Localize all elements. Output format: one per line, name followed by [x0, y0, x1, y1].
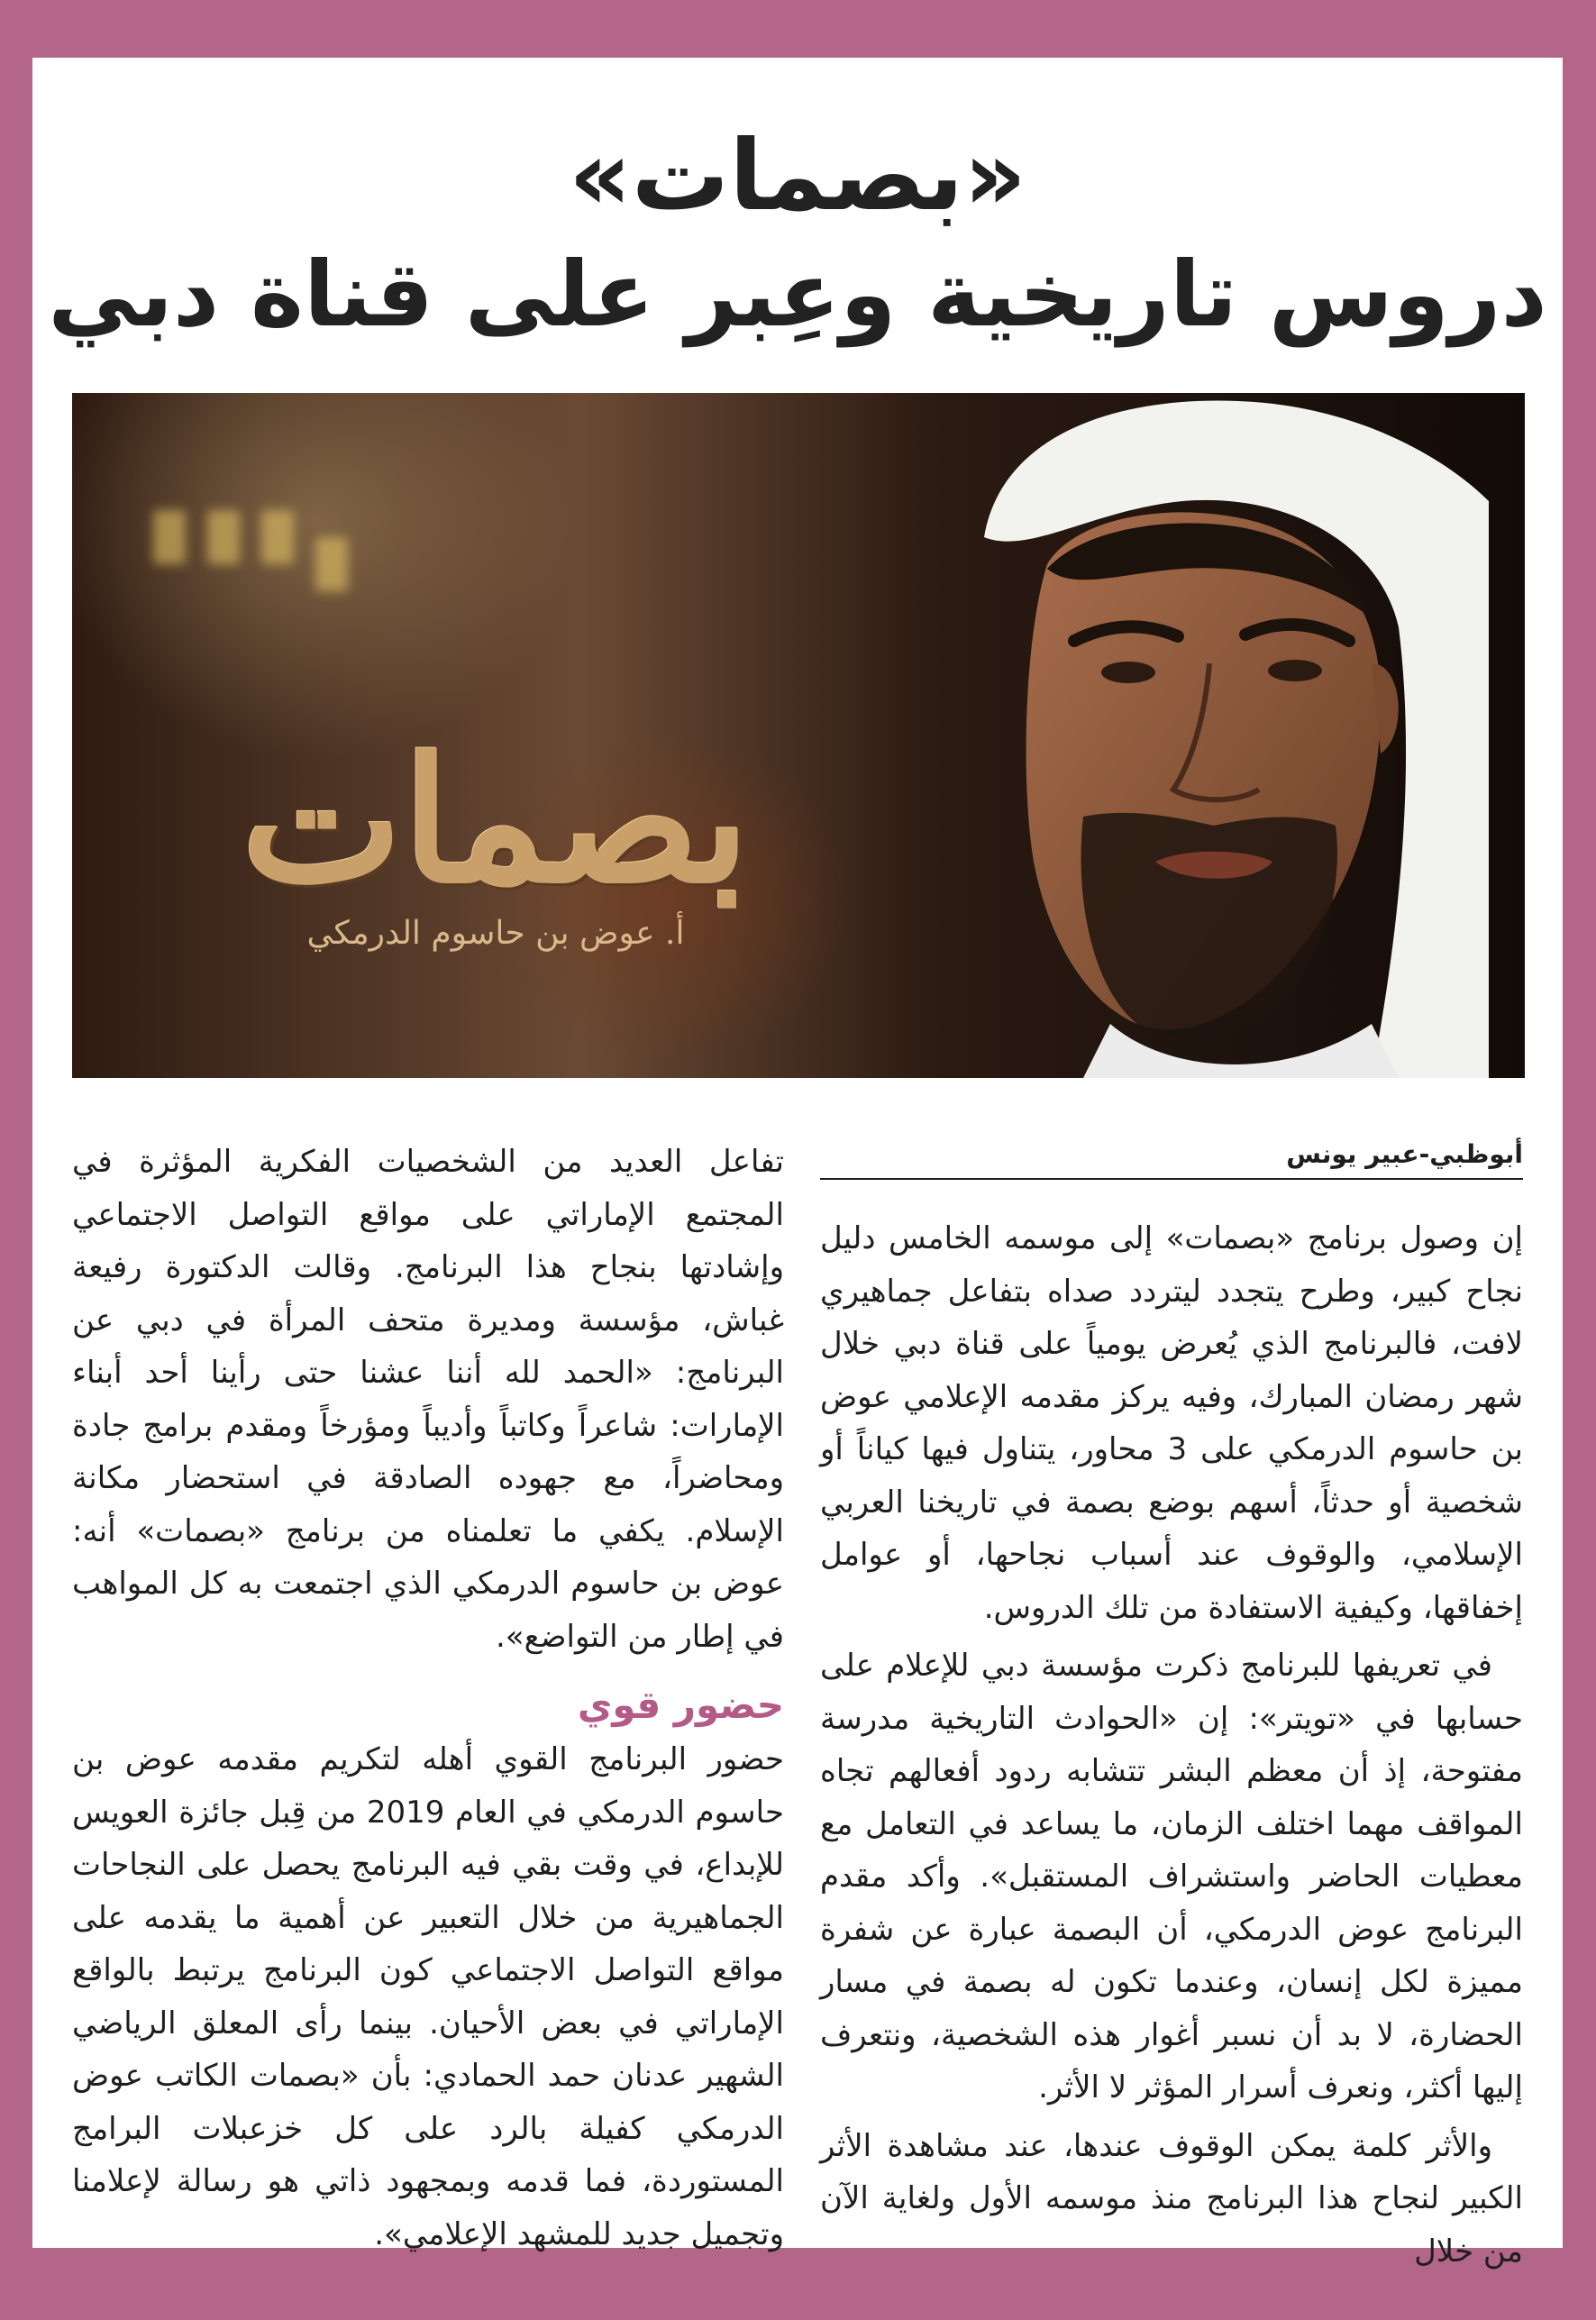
- article-paragraph: إن وصول برنامج «بصمات» إلى موسمه الخامس دليل نجاح كبير، وطرح يتجدد ليتردد صداه بتفاعل جماهيري لافت، فالبرنامج الذي يُعرض يومياً على قناة دبي خلال شهر رمضان المبارك، وفيه يركز مقدمه الإعلامي عوض بن حاسوم الدرمكي على 3 محاور، يتناول فيها كياناً أو شخصية أو حدثاً، أسهم بوضع بصمة في تاريخنا العربي الإسلامي، والوقوف عند أسباب نجاحها، أو عوامل إخفاقها، وكيفية الاستفادة من تلك الدروس.: [820, 1220, 1523, 1626]
- article-column-right: [820, 1139, 1523, 2283]
- headline-kicker: «بصمات»: [569, 120, 1026, 233]
- background-light: [261, 510, 294, 564]
- show-logo-text: بصمات: [241, 720, 751, 921]
- article-paragraph: تفاعل العديد من الشخصيات الفكرية المؤثرة في المجتمع الإماراتي على مواقع التواصل الاجتماعي وإشادتها بنجاح هذا البرنامج. وقالت الدكتورة رفيعة غباش، مؤسسة ومديرة متحف المرأة في دبي عن البرنامج: «الحمد لله أننا عشنا حتى رأينا أحد أبناء الإمارات: شاعراً وكاتباً وأديباً ومؤرخاً ومقدم برامج جادة ومحاضراً، مع جهوده الصادقة في استحضار مكانة الإسلام. يكفي ما تعلمناه من برنامج «بصمات» أنه: عوض بن حاسوم الدرمكي الذي اجتمعت به كل المواهب في إطار من التواضع».: [72, 1144, 784, 1655]
- article-paragraph: في تعريفها للبرنامج ذكرت مؤسسة دبي للإعلام على حسابها في «تويتر»: إن «الحوادث التاريخية مدرسة مفتوحة، إذ أن معظم البشر تتشابه ردود أفعالهم تجاه المواقف مهما اختلف الزمان، ما يساعد في التعامل مع معطيات الحاضر واستشراف المستقبل». وأكد مقدم البرنامج عوض الدرمكي، أن البصمة عبارة عن شفرة مميزة لكل إنسان، وعندما تكون له بصمة في مسار الحضارة، لا بد أن نسبر أغوار هذه الشخصية، ونتعرف إليها أكثر، ونعرف أسرار المؤثر لا الأثر.: [820, 1648, 1523, 2105]
- show-logo-subtitle: أ. عوض بن حاسوم الدرمكي: [306, 915, 685, 952]
- hero-photo: [72, 393, 1525, 1078]
- headline-title: دروس تاريخية وعِبر على قناة دبي: [48, 242, 1547, 347]
- article-paragraph: حضور البرنامج القوي أهله لتكريم مقدمه عوض بن حاسوم الدرمكي في العام 2019 من قِبل جائزة العويس للإبداع، في وقت بقي فيه البرنامج يحصل على النجاحات الجماهيرية من خلال التعبير عن أهمية ما يقدمه على مواقع التواصل الاجتماعي كون البرنامج يرتبط بالواقع الإماراتي في بعض الأحيان. بينما رأى المعلق الرياضي الشهير عدنان حمد الحمادي: بأن «بصمات الكاتب عوض الدرمكي كفيلة بالرد على كل خزعبلات البرامج المستوردة، فما قدمه وبمجهود ذاتي هو رسالة لإعلامنا وتجميل جديد للمشهد الإعلامي».: [72, 1741, 784, 2252]
- subheading: حضور قوي: [577, 1683, 784, 1727]
- background-light: [153, 510, 186, 564]
- presenter-portrait: [948, 393, 1489, 1078]
- article-page: [32, 58, 1563, 2270]
- byline: أبوظبي-عبير يونس: [820, 1139, 1523, 1180]
- background-light: [315, 537, 348, 591]
- background-light: [207, 510, 240, 564]
- show-logo: [180, 720, 811, 953]
- article-column-left: [72, 1136, 784, 2266]
- article-paragraph: والأثر كلمة يمكن الوقوف عندها، عند مشاهدة الأثر الكبير لنجاح هذا البرنامج منذ موسمه الأول ولغاية الآن من خلال: [820, 2127, 1523, 2270]
